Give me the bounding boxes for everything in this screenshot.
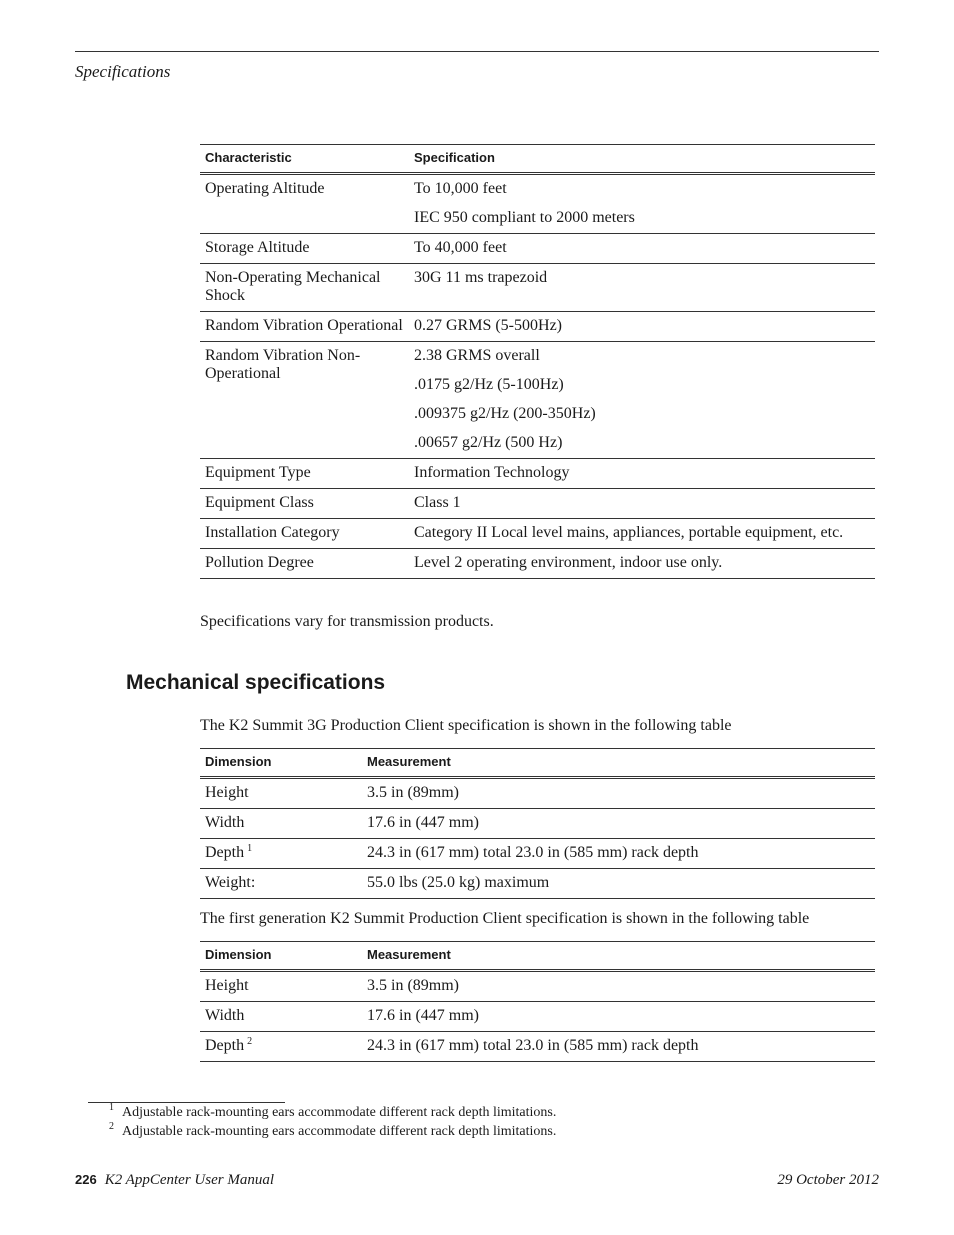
specification-cell	[409, 342, 875, 459]
specification-cell	[409, 549, 875, 579]
footnote-reference[interactable]: 2	[247, 1036, 253, 1047]
footnote-reference[interactable]: 1	[247, 843, 253, 854]
section-heading-mechanical: Mechanical specifications	[126, 671, 386, 694]
measurement-cell: 55.0 lbs (25.0 kg) maximum	[367, 874, 550, 891]
specification-cell	[409, 489, 875, 519]
header-rule	[75, 51, 879, 52]
spec-line: Category II Local level mains, appliances, portable equipment, etc.	[414, 524, 844, 541]
table-row	[200, 1002, 875, 1032]
running-head: Specifications	[75, 62, 171, 81]
measurement-cell: 24.3 in (617 mm) total 23.0 in (585 mm) rack depth	[367, 1037, 699, 1054]
footnote-text: Adjustable rack-mounting ears accommodate different rack depth limitations.	[122, 1124, 557, 1139]
environmental-spec-table	[200, 144, 875, 579]
characteristic-cell: Storage Altitude	[205, 239, 310, 256]
table-row	[200, 809, 875, 839]
footnote	[109, 1121, 557, 1140]
table-row	[200, 174, 875, 234]
table-row	[200, 778, 875, 809]
footnote	[109, 1102, 557, 1121]
table-row	[200, 489, 875, 519]
mechanical-3g-table	[200, 748, 875, 899]
table-row	[200, 971, 875, 1002]
dimension-label: Weight:	[205, 874, 256, 891]
table-row	[200, 312, 875, 342]
table-row	[200, 549, 875, 579]
manual-title: K2 AppCenter User Manual	[104, 1172, 275, 1188]
measurement-cell: 17.6 in (447 mm)	[367, 1007, 479, 1024]
dimension-cell	[200, 809, 362, 839]
spec-line: Level 2 operating environment, indoor use only.	[414, 554, 723, 571]
dimension-cell	[200, 1002, 362, 1032]
table-row	[200, 342, 875, 459]
spec-line: Information Technology	[414, 464, 570, 481]
table-row	[200, 264, 875, 312]
dimension-label: Width	[205, 814, 245, 831]
specification-cell	[409, 234, 875, 264]
footnote-text: Adjustable rack-mounting ears accommodate different rack depth limitations.	[122, 1105, 557, 1120]
characteristic-cell: Installation Category	[205, 524, 340, 541]
spec-line: To 40,000 feet	[414, 239, 507, 256]
measurement-cell: 3.5 in (89mm)	[367, 784, 459, 801]
characteristic-cell: Pollution Degree	[205, 554, 314, 571]
characteristic-cell: Random Vibration Non-Operational	[205, 347, 361, 382]
table-header-row	[200, 145, 875, 174]
table-row	[200, 869, 875, 899]
characteristic-cell: Non-Operating Mechanical Shock	[205, 269, 381, 304]
spec-line: Class 1	[414, 494, 461, 511]
footnote-mark: 2	[109, 1121, 114, 1132]
mechanical-first-gen-table	[200, 941, 875, 1062]
table-row	[200, 519, 875, 549]
publication-date: 29 October 2012	[777, 1172, 879, 1188]
characteristic-cell: Equipment Type	[205, 464, 311, 481]
column-header-characteristic: Characteristic	[205, 150, 292, 165]
transmission-note: Specifications vary for transmission products.	[200, 613, 494, 630]
specification-cell	[409, 312, 875, 342]
measurement-cell: 17.6 in (447 mm)	[367, 814, 479, 831]
dimension-cell	[200, 839, 362, 869]
dimension-cell	[200, 778, 362, 809]
spec-line: 0.27 GRMS (5-500Hz)	[414, 317, 562, 334]
intro-first-gen-paragraph: The first generation K2 Summit Production Client specification is shown in the following table	[200, 910, 810, 927]
column-header-measurement: Measurement	[367, 754, 451, 769]
specification-cell	[409, 264, 875, 312]
page-footer	[75, 1172, 274, 1189]
footnote-rule	[88, 1102, 285, 1103]
dimension-label: Height	[205, 977, 249, 994]
spec-line: 30G 11 ms trapezoid	[414, 269, 548, 286]
footnote-mark: 1	[109, 1102, 114, 1113]
spec-line: To 10,000 feet	[414, 180, 507, 197]
specification-cell	[409, 519, 875, 549]
dimension-label: Depth	[205, 1037, 245, 1054]
dimension-label: Height	[205, 784, 249, 801]
dimension-cell	[200, 971, 362, 1002]
dimension-label: Width	[205, 1007, 245, 1024]
table-row	[200, 1032, 875, 1062]
characteristic-cell: Equipment Class	[205, 494, 314, 511]
spec-line: .009375 g2/Hz (200-350Hz)	[414, 405, 596, 422]
intro-3g-paragraph: The K2 Summit 3G Production Client specification is shown in the following table	[200, 717, 732, 734]
dimension-cell	[200, 1032, 362, 1062]
table-header-row	[200, 749, 875, 778]
characteristic-cell: Operating Altitude	[205, 180, 325, 197]
specification-cell	[409, 459, 875, 489]
spec-line: .0175 g2/Hz (5-100Hz)	[414, 376, 564, 393]
specification-cell	[409, 174, 875, 234]
spec-line: 2.38 GRMS overall	[414, 347, 540, 364]
characteristic-cell: Random Vibration Operational	[205, 317, 403, 334]
spec-line: IEC 950 compliant to 2000 meters	[414, 209, 635, 226]
measurement-cell: 24.3 in (617 mm) total 23.0 in (585 mm) rack depth	[367, 844, 699, 861]
column-header-specification: Specification	[414, 150, 495, 165]
measurement-cell: 3.5 in (89mm)	[367, 977, 459, 994]
table-row	[200, 234, 875, 264]
table-row	[200, 839, 875, 869]
table-header-row	[200, 942, 875, 971]
table-row	[200, 459, 875, 489]
dimension-cell	[200, 869, 362, 899]
column-header-dimension: Dimension	[205, 754, 272, 769]
dimension-label: Depth	[205, 844, 245, 861]
column-header-measurement: Measurement	[367, 947, 451, 962]
spec-line: .00657 g2/Hz (500 Hz)	[414, 434, 563, 451]
column-header-dimension: Dimension	[205, 947, 272, 962]
page-number: 226	[75, 1172, 97, 1187]
